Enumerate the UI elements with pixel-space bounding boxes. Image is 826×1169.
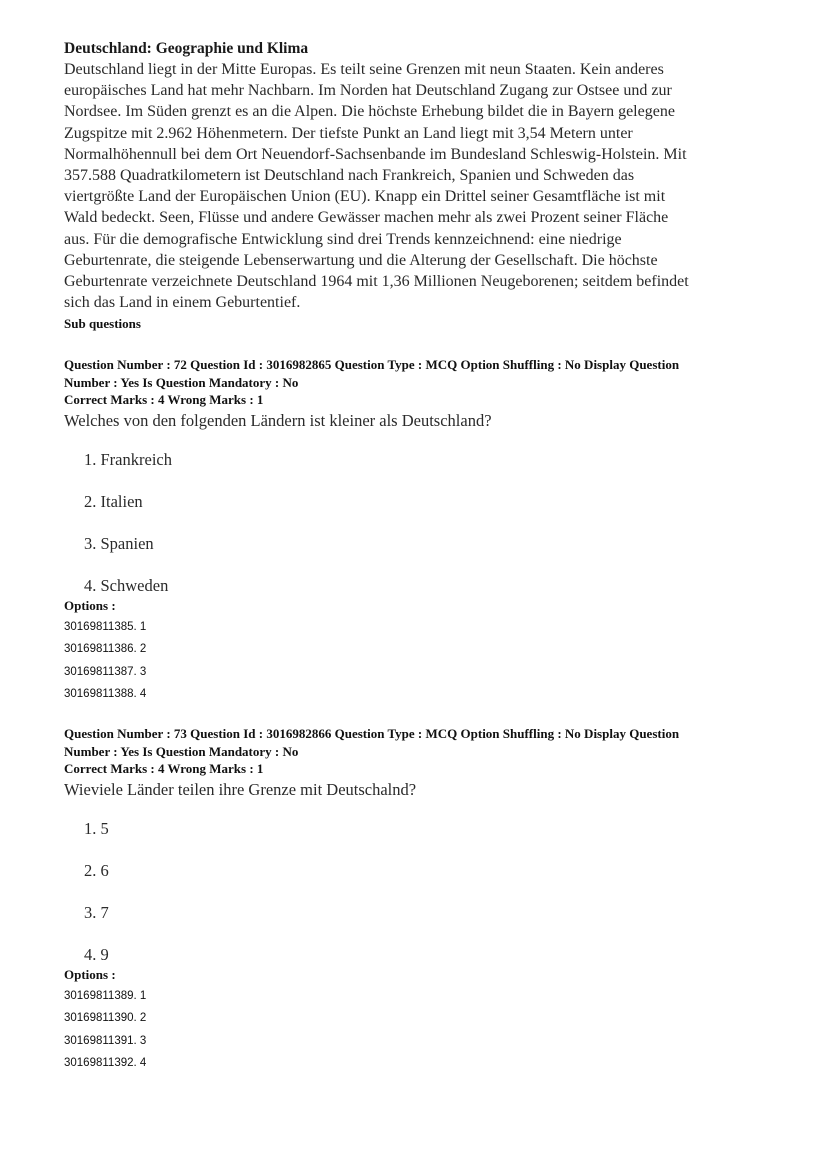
answer-choice: 4. 9: [84, 944, 109, 964]
question-meta-line: Question Number : 73 Question Id : 3016982866 Question Type : MCQ Option Shuffling : No Display Question: [64, 726, 680, 742]
question-72: [64, 356, 804, 701]
passage-line: sich das Land in einem Geburtentief.: [64, 294, 301, 312]
answer-choice: 2. Italien: [84, 491, 143, 511]
question-meta-line: Number : Yes Is Question Mandatory : No: [64, 374, 299, 390]
option-id-row: 30169811386. 2: [64, 643, 147, 656]
passage-line: Zugspitze mit 2.962 Höhenmetern. Der tiefste Punkt an Land liegt mit 3,54 Metern unter: [64, 124, 633, 142]
question-text: Wieviele Länder teilen ihre Grenze mit Deutschalnd?: [64, 779, 417, 799]
passage-title: Deutschland: Geographie und Klima: [64, 40, 309, 57]
option-id-row: 30169811388. 4: [64, 688, 147, 701]
option-id-list: [64, 620, 804, 702]
question-marks: Correct Marks : 4 Wrong Marks : 1: [64, 392, 264, 408]
options-label: Options :: [64, 966, 116, 982]
answer-choices: [64, 819, 804, 965]
option-id-row: 30169811387. 3: [64, 665, 147, 678]
option-id-row: 30169811385. 1: [64, 620, 147, 633]
option-id-row: 30169811392. 4: [64, 1057, 147, 1070]
passage-line: aus. Für die demografische Entwicklung sind drei Trends kennzeichnend: eine niedrige: [64, 230, 622, 248]
exam-page: [64, 38, 804, 1070]
option-id-list: [64, 989, 804, 1071]
option-id-row: 30169811389. 1: [64, 989, 147, 1002]
passage-line: europäisches Land hat mehr Nachbarn. Im Norden hat Deutschland Zugang zur Ostsee und zur: [64, 82, 672, 100]
passage-line: Geburtenrate, die steigende Lebenserwartung und die Alterung der Gesellschaft. Die höchste: [64, 251, 658, 269]
question-73: [64, 725, 804, 1070]
passage-body: [64, 59, 794, 313]
question-text: Welches von den folgenden Ländern ist kleiner als Deutschland?: [64, 410, 492, 430]
passage-line: Normalhöhennull bei dem Ort Neuendorf-Sachsenbande im Bundesland Schleswig-Holstein. Mit: [64, 145, 687, 163]
question-meta-line: Number : Yes Is Question Mandatory : No: [64, 743, 299, 759]
passage-line: Geburtenrate verzeichnete Deutschland 1964 mit 1,36 Millionen Neugeborenen; seitdem befindet: [64, 273, 689, 291]
answer-choice: 1. 5: [84, 818, 109, 838]
question-meta-line: Question Number : 72 Question Id : 3016982865 Question Type : MCQ Option Shuffling : No Display Question: [64, 357, 680, 373]
reading-passage: [64, 38, 794, 313]
answer-choices: [64, 450, 804, 596]
answer-choice: 4. Schweden: [84, 575, 169, 595]
question-meta: [64, 725, 774, 778]
passage-line: Nordsee. Im Süden grenzt es an die Alpen. Die höchste Erhebung bildet die in Bayern gelegene: [64, 103, 675, 121]
option-id-row: 30169811391. 3: [64, 1034, 147, 1047]
options-label: Options :: [64, 597, 116, 613]
answer-choice: 2. 6: [84, 860, 109, 880]
answer-choice: 3. 7: [84, 902, 109, 922]
answer-choice: 3. Spanien: [84, 533, 154, 553]
passage-line: viertgrößte Land der Europäischen Union (EU). Knapp ein Drittel seiner Gesamtfläche ist mit: [64, 188, 666, 206]
passage-line: 357.588 Quadratkilometern ist Deutschland nach Frankreich, Spanien und Schweden das: [64, 167, 635, 185]
sub-questions-label: Sub questions: [64, 316, 141, 332]
option-id-row: 30169811390. 2: [64, 1012, 147, 1025]
question-meta: [64, 356, 774, 409]
question-marks: Correct Marks : 4 Wrong Marks : 1: [64, 761, 264, 777]
passage-line: Deutschland liegt in der Mitte Europas. Es teilt seine Grenzen mit neun Staaten. Kein anderes: [64, 61, 664, 78]
answer-choice: 1. Frankreich: [84, 449, 172, 469]
passage-line: Wald bedeckt. Seen, Flüsse und andere Gewässer machen mehr als zwei Prozent seiner Fläche: [64, 209, 669, 227]
